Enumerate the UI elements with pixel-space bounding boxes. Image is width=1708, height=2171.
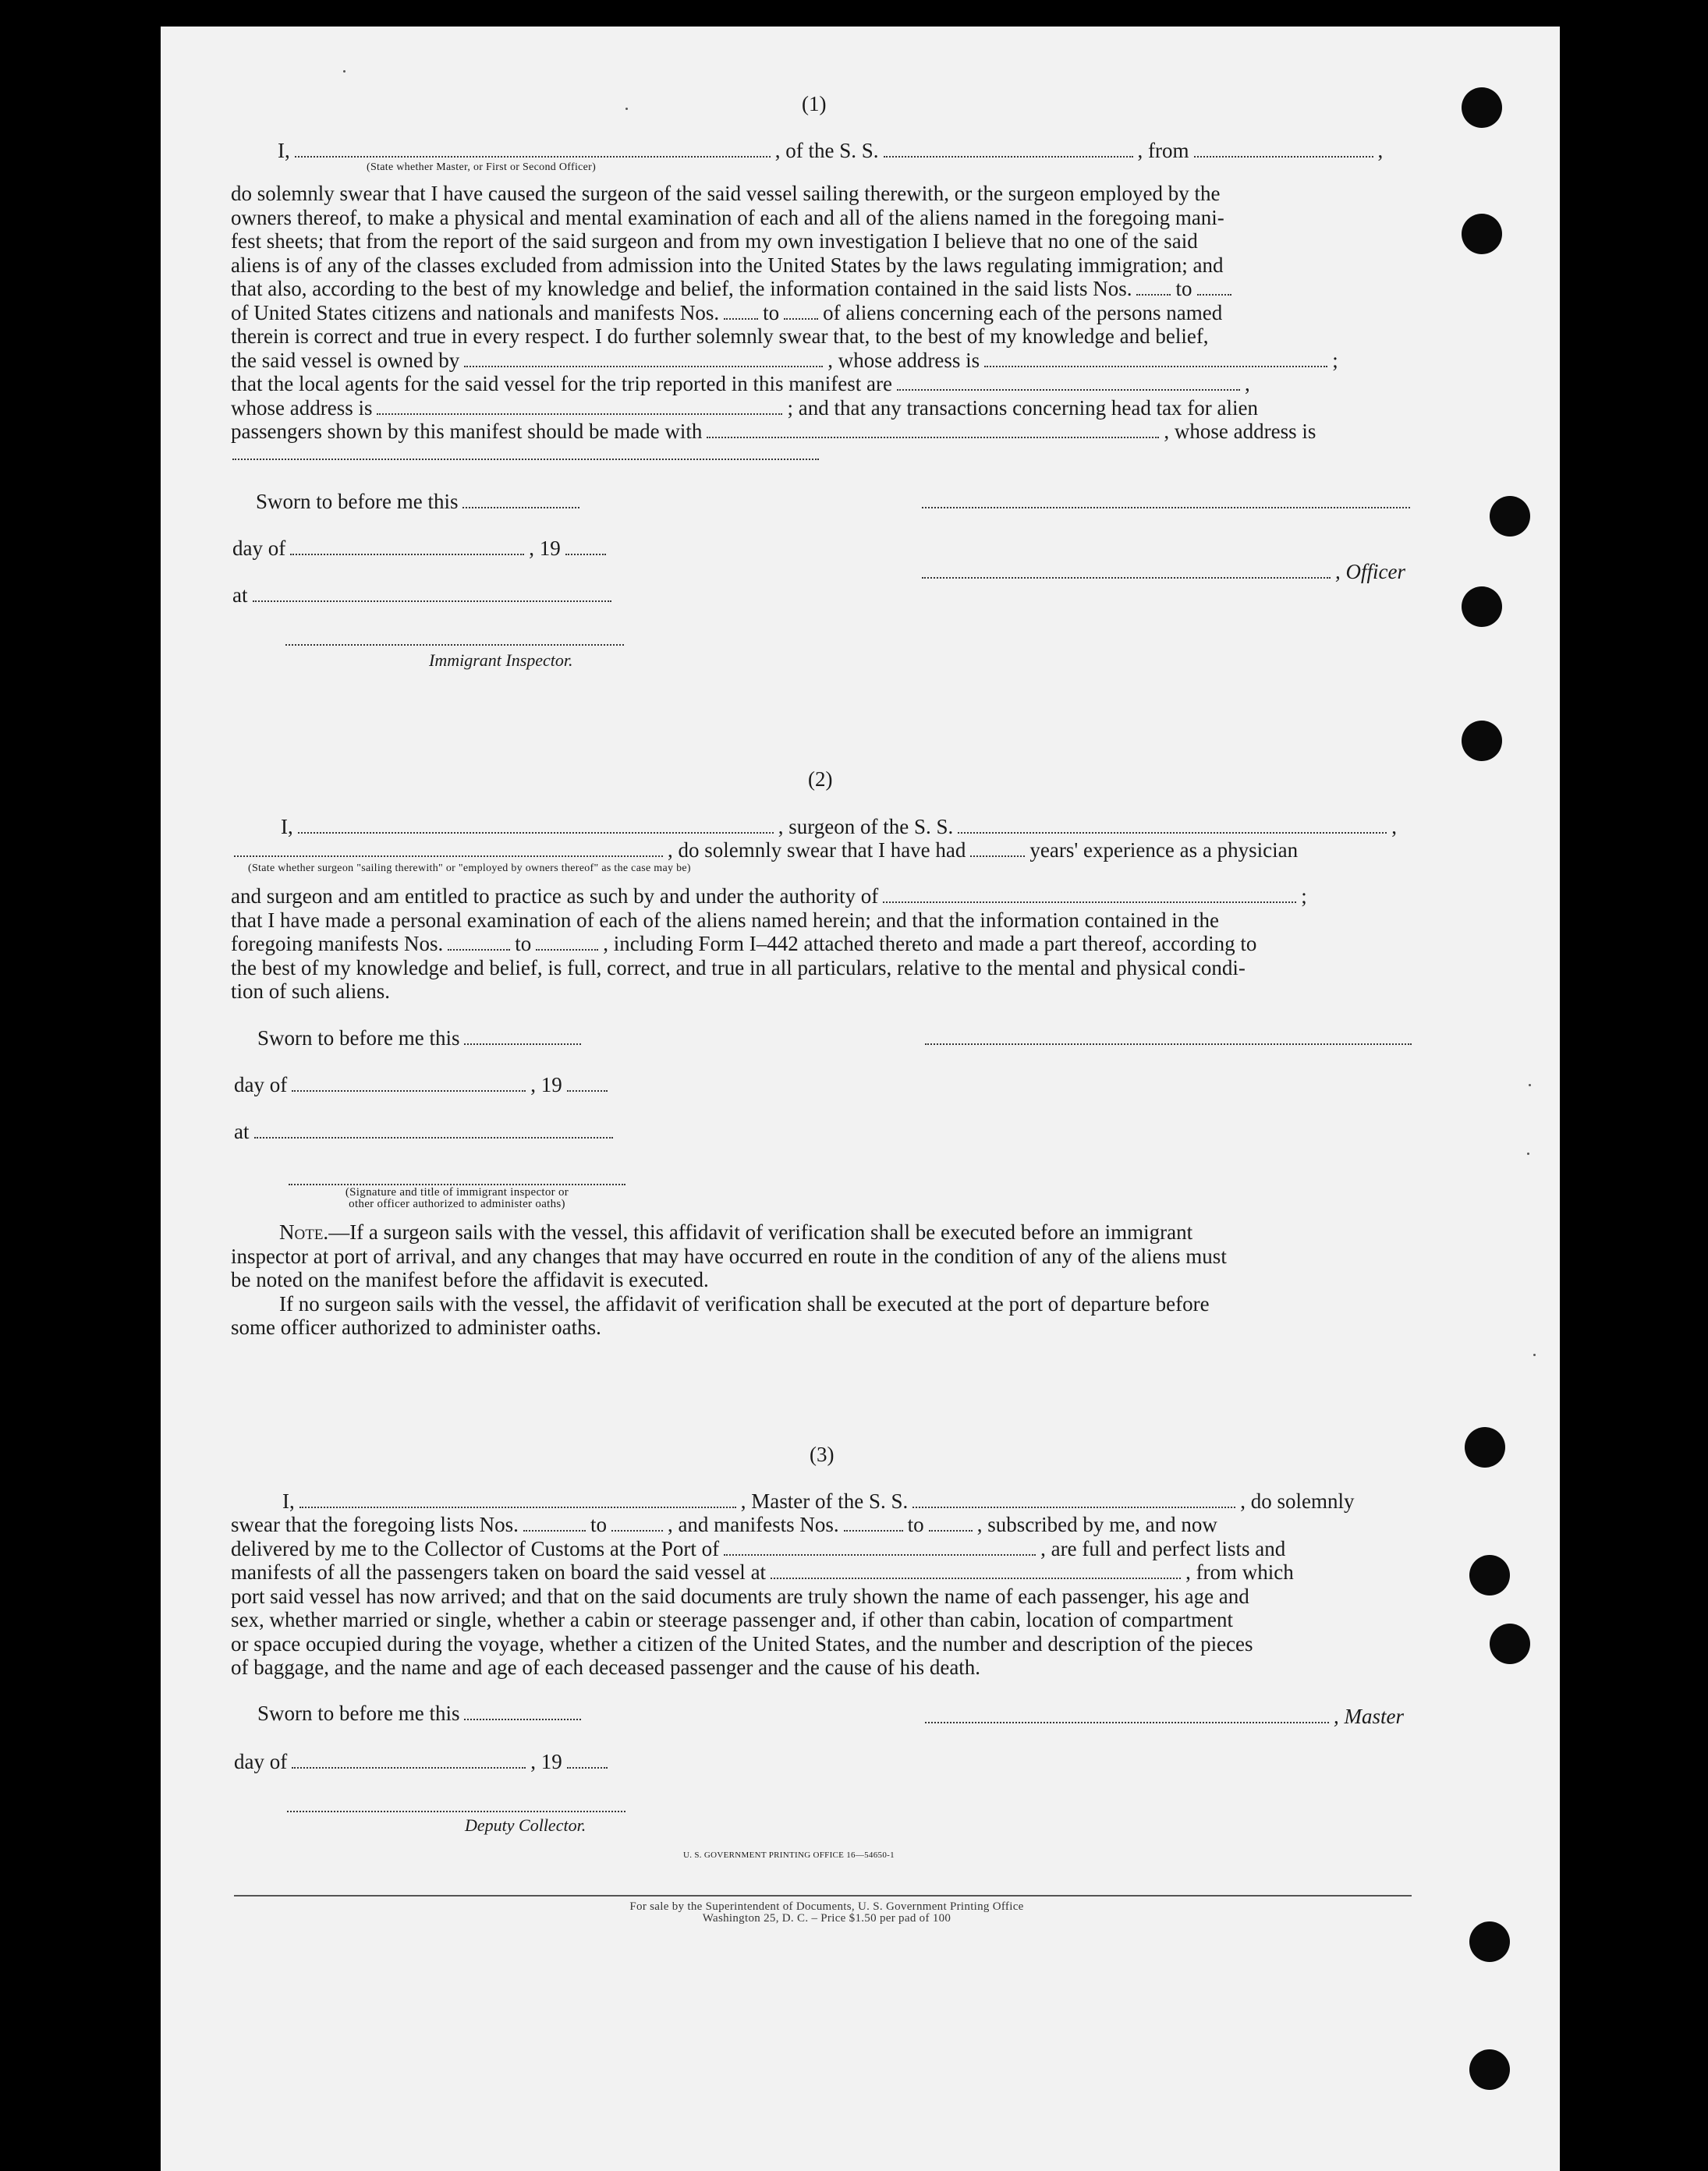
signature-caption: (Signature and title of immigrant inspector or other officer authorized to administer oaths) [345, 1186, 569, 1210]
punch-hole [1469, 1555, 1510, 1595]
month-field[interactable] [292, 1766, 526, 1769]
inspector-signature-line[interactable] [285, 644, 624, 646]
text-line: aliens is of any of the classes excluded from admission into the United States by the laws regulating immigration; and [231, 253, 1224, 277]
deputy-collector-label: Deputy Collector. [465, 1815, 586, 1835]
place-field[interactable] [254, 1136, 613, 1139]
sworn-day-field[interactable] [462, 506, 579, 508]
master-signature-field[interactable] [925, 1721, 1329, 1723]
text-line: that the local agents for the said vessel for the trip reported in this manifest are , [231, 372, 1250, 395]
text-line: fest sheets; that from the report of the said surgeon and from my own investigation I believe that no one of the said [231, 229, 1198, 253]
text-line: tion of such aliens. [231, 979, 390, 1003]
owner-field[interactable] [464, 365, 823, 367]
collector-signature-line[interactable] [287, 1811, 625, 1812]
printer-imprint: U. S. GOVERNMENT PRINTING OFFICE 16—54650-1 [683, 1850, 895, 1860]
manifest-to-field[interactable] [536, 948, 598, 951]
punch-hole [1469, 1921, 1510, 1962]
section-1-body [231, 182, 1412, 444]
month-field[interactable] [290, 553, 524, 555]
list-from-field[interactable] [523, 1529, 586, 1532]
officer-blank-line[interactable] [922, 507, 1410, 508]
surgeon-type-field[interactable] [234, 855, 663, 857]
section-2-number: (2) [808, 767, 833, 791]
punch-hole [1462, 214, 1502, 254]
text-line: the best of my knowledge and belief, is full, correct, and true in all particulars, relative to the mental and physical condi- [231, 955, 1246, 979]
punch-hole [1462, 87, 1502, 128]
scan-speck [1529, 1084, 1531, 1086]
list-to-field[interactable] [611, 1529, 663, 1532]
sale-notice: For sale by the Superintendent of Documents, U. S. Government Printing Office Washington 25, D. C. – Price $1.50 per pad of 100 [629, 1900, 1024, 1925]
day-of-label: day of , 19 [232, 537, 611, 560]
scan-speck [1533, 1354, 1536, 1356]
surgeon-name-field[interactable] [298, 831, 774, 834]
vessel-field[interactable] [958, 831, 1387, 834]
agents-field[interactable] [897, 388, 1240, 391]
label-from: , from [1137, 139, 1189, 162]
punch-hole [1490, 496, 1530, 537]
section-3-line-1: I, , Master of the S. S. , do solemnly [282, 1489, 1355, 1513]
master-line: , Master [925, 1705, 1404, 1728]
pronoun: I, [278, 139, 290, 162]
officer-caption: (State whether Master, or First or Second Officer) [367, 161, 597, 173]
text-line: inspector at port of arrival, and any changes that may have occurred en route in the condition of any of the aliens must [231, 1244, 1227, 1268]
manifest-to-field[interactable] [784, 317, 818, 320]
text-line: foregoing manifests Nos. to , including Form I–442 attached thereto and made a part thereof, according to [231, 932, 1257, 955]
master-name-field[interactable] [299, 1506, 736, 1508]
scan-speck [1527, 1153, 1529, 1155]
years-field[interactable] [970, 855, 1025, 857]
year-field[interactable] [567, 1766, 608, 1769]
text-line: or space occupied during the voyage, whether a citizen of the United States, and the number and description of the pieces [231, 1631, 1253, 1656]
officer-line: , Officer [922, 560, 1405, 583]
year-field[interactable] [567, 1089, 608, 1092]
text-line: delivered by me to the Collector of Customs at the Port of , are full and perfect lists and [231, 1536, 1286, 1560]
manifest-to-field[interactable] [929, 1529, 973, 1532]
departure-port-field[interactable] [771, 1577, 1181, 1579]
text-line: Note.—If a surgeon sails with the vessel, this affidavit of verification shall be executed before an immigrant [279, 1220, 1193, 1244]
list-to-field[interactable] [1197, 293, 1231, 296]
authority-field[interactable] [883, 901, 1296, 903]
label-of-ss: , of the S. S. [774, 139, 879, 162]
vessel-field[interactable] [884, 155, 1133, 158]
officer-signature-field[interactable] [922, 576, 1331, 579]
at-label: at [232, 583, 616, 607]
text-line: the said vessel is owned by , whose address is ; [231, 348, 1338, 372]
sworn-label: Sworn to before me this [257, 1702, 586, 1725]
vessel-field[interactable] [912, 1506, 1235, 1508]
list-from-field[interactable] [1136, 293, 1171, 296]
scan-speck [343, 70, 345, 73]
head-tax-field[interactable] [707, 436, 1159, 438]
inspector-signature-line[interactable] [289, 1184, 625, 1185]
text-line: that also, according to the best of my knowledge and belief, the information contained in the said lists Nos. to [231, 277, 1412, 301]
address-line[interactable] [232, 459, 819, 460]
punch-hole [1490, 1624, 1530, 1664]
surgeon-caption: (State whether surgeon "sailing therewith" or "employed by owners thereof" as the case may be) [248, 862, 691, 874]
text-line: that I have made a personal examination of each of the aliens named herein; and that the information contained in the [231, 908, 1220, 932]
footer-rule [234, 1895, 1412, 1897]
sworn-day-field[interactable] [464, 1043, 581, 1045]
section-3-number: (3) [810, 1443, 835, 1466]
text-line: and surgeon and am entitled to practice as such by and under the authority of ; [231, 884, 1307, 908]
text-line: some officer authorized to administer oaths. [231, 1316, 601, 1339]
sworn-label: Sworn to before me this [256, 490, 584, 513]
section-3-body [231, 1513, 1412, 1680]
section-2-line-2: , do solemnly swear that I have had years' experience as a physician [234, 838, 1298, 862]
scan-speck [625, 108, 628, 110]
punch-hole [1462, 586, 1502, 627]
sworn-day-field[interactable] [464, 1718, 581, 1720]
section-1-line-1: I, , of the S. S. , from , [278, 139, 1384, 162]
owner-address-field[interactable] [984, 365, 1327, 367]
manifest-from-field[interactable] [724, 317, 758, 320]
section-2-body [231, 884, 1412, 1004]
port-from-field[interactable] [1194, 155, 1373, 158]
day-of-label: day of , 19 [234, 1750, 612, 1773]
punch-hole [1465, 1427, 1505, 1468]
note-label: Note. [279, 1220, 329, 1244]
text-line: therein is correct and true in every respect. I do further solemnly swear that, to the best of my knowledge and belief, [231, 324, 1209, 348]
agents-address-field[interactable] [377, 413, 782, 415]
text-line: be noted on the manifest before the affidavit is executed. [231, 1268, 709, 1291]
text-line: owners thereof, to make a physical and mental examination of each and all of the aliens named in the foregoing mani- [231, 205, 1224, 229]
punch-hole [1462, 721, 1502, 761]
text-line: port said vessel has now arrived; and that on the said documents are truly shown the name of each passenger, his age and [231, 1584, 1249, 1608]
port-field[interactable] [724, 1553, 1036, 1556]
text-line: whose address is ; and that any transactions concerning head tax for alien [231, 395, 1259, 420]
text-line: do solemnly swear that I have caused the surgeon of the said vessel sailing therewith, or the surgeon employed by the [231, 182, 1221, 205]
sworn-label: Sworn to before me this [257, 1026, 586, 1050]
text-line: manifests of all the passengers taken on board the said vessel at , from which [231, 1560, 1294, 1584]
immigrant-inspector-label: Immigrant Inspector. [429, 650, 573, 670]
signature-blank-line[interactable] [925, 1043, 1412, 1045]
text-line: of United States citizens and nationals and manifests Nos. to of aliens concerning each of the persons named [231, 300, 1223, 324]
name-field[interactable] [295, 155, 771, 158]
manifest-from-field[interactable] [448, 948, 510, 951]
punch-hole [1469, 2049, 1510, 2090]
year-field[interactable] [565, 553, 606, 555]
text-line: of baggage, and the name and age of each deceased passenger and the cause of his death. [231, 1656, 981, 1679]
manifest-from-field[interactable] [844, 1529, 903, 1532]
text-line: sex, whether married or single, whether a cabin or steerage passenger and, if other than cabin, location of compartment [231, 1608, 1234, 1631]
text-line: passengers shown by this manifest should be made with , whose address is [231, 420, 1316, 443]
section-1-number: (1) [802, 92, 827, 115]
place-field[interactable] [253, 600, 611, 602]
text-line: If no surgeon sails with the vessel, the affidavit of verification shall be executed at the port of departure before [279, 1291, 1210, 1316]
day-of-label: day of , 19 [234, 1073, 612, 1096]
text-line: swear that the foregoing lists Nos. to , and manifests Nos. to , subscribed by me, and now [231, 1513, 1217, 1536]
note-block [231, 1220, 1412, 1340]
month-field[interactable] [292, 1089, 526, 1092]
at-label: at [234, 1120, 618, 1143]
section-2-line-1: I, , surgeon of the S. S. , [281, 815, 1398, 838]
